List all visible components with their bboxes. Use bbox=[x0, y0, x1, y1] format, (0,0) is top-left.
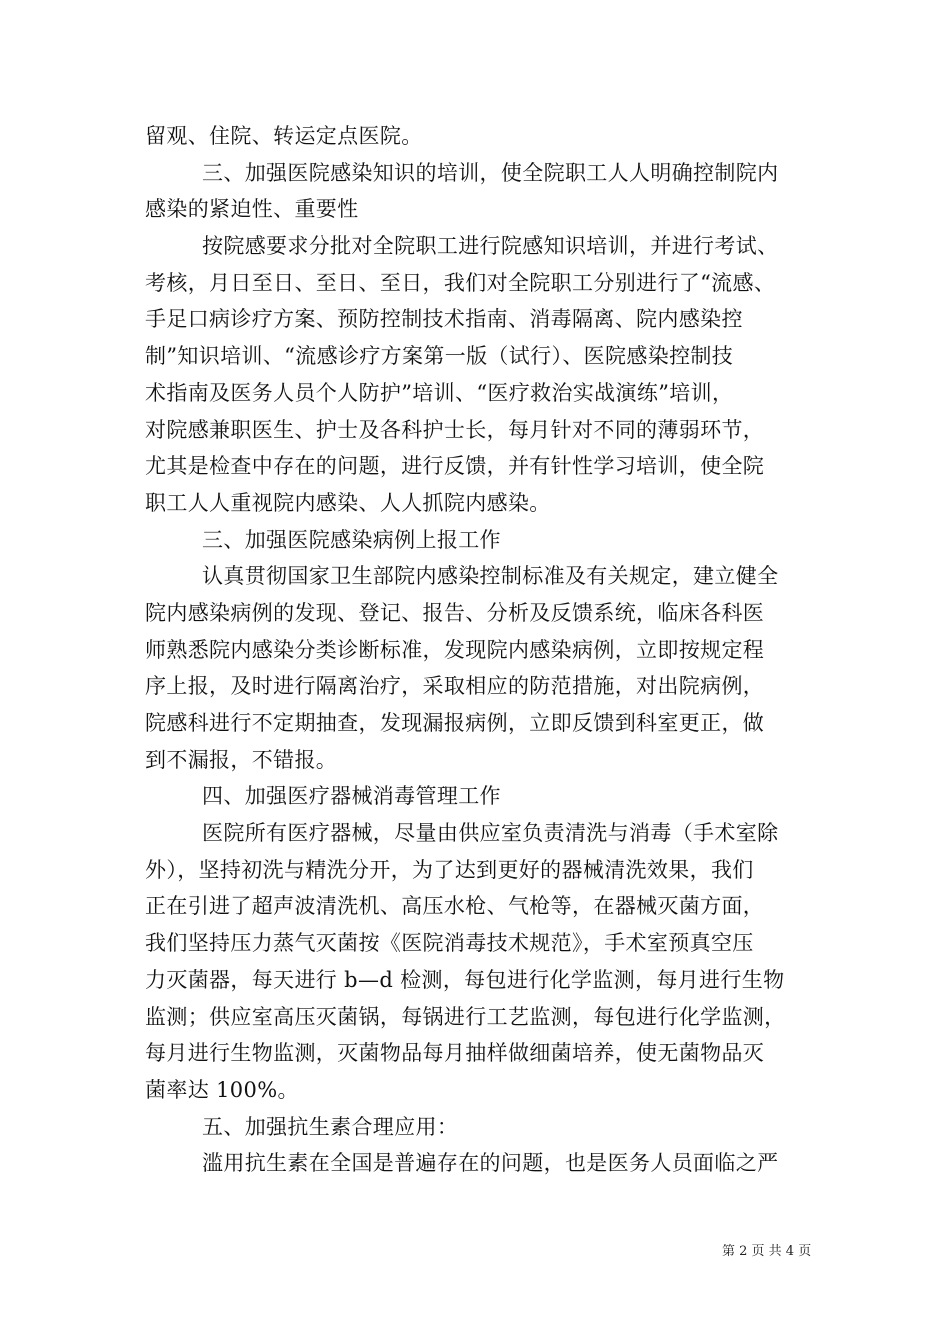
document-body bbox=[145, 118, 825, 1182]
text-line: 五、加强抗生素合理应用： bbox=[202, 1114, 459, 1139]
text-line: 按院感要求分批对全院职工进行院感知识培训，并进行考试、 bbox=[202, 234, 779, 259]
text-line: 菌率达 100%。 bbox=[145, 1077, 299, 1102]
text-line: 感染的紧迫性、重要性 bbox=[145, 197, 359, 222]
text-line: 力灭菌器，每天进行 b—d 检测，每包进行化学监测，每月进行生物 bbox=[145, 967, 785, 992]
text-line: 留观、住院、转运定点医院。 bbox=[145, 124, 423, 148]
text-line: 到不漏报，不错报。 bbox=[145, 747, 338, 772]
text-line: 外），坚持初洗与精洗分开，为了达到更好的器械清洗效果，我们 bbox=[145, 857, 754, 882]
text-line: 院内感染病例的发现、登记、报告、分析及反馈系统，临床各科医 bbox=[145, 600, 765, 625]
text-line: 滥用抗生素在全国是普遍存在的问题，也是医务人员面临之严 bbox=[202, 1151, 779, 1176]
text-line: 对院感兼职医生、护士及各科护士长，每月针对不同的薄弱环节， bbox=[145, 417, 765, 442]
text-line: 制”知识培训、“流感诊疗方案第一版（试行）、医院感染控制技 bbox=[145, 344, 734, 369]
text-line: 院感科进行不定期抽查，发现漏报病例，立即反馈到科室更正，做 bbox=[145, 711, 765, 735]
text-line: 四、加强医疗器械消毒管理工作 bbox=[202, 784, 501, 809]
text-line: 术指南及医务人员个人防护”培训、“医疗救治实战演练”培训， bbox=[145, 380, 734, 405]
text-line: 考核，月日至日、至日、至日，我们对全院职工分别进行了“流感、 bbox=[145, 270, 776, 295]
text-line: 每月进行生物监测，灭菌物品每月抽样做细菌培养，使无菌物品灭 bbox=[145, 1041, 765, 1066]
text-line: 医院所有医疗器械，尽量由供应室负责清洗与消毒（手术室除 bbox=[202, 821, 779, 846]
text-line: 认真贯彻国家卫生部院内感染控制标准及有关规定，建立健全 bbox=[202, 564, 779, 589]
text-line: 序上报，及时进行隔离治疗，采取相应的防范措施，对出院病例， bbox=[145, 674, 765, 699]
text-line: 我们坚持压力蒸气灭菌按《医院消毒技术规范》，手术室预真空压 bbox=[145, 931, 754, 956]
text-line: 三、加强医院感染病例上报工作 bbox=[202, 527, 501, 552]
text-line: 监测；供应室高压灭菌锅，每锅进行工艺监测，每包进行化学监测， bbox=[145, 1004, 786, 1029]
text-line: 尤其是检查中存在的问题，进行反馈，并有针性学习培训，使全院 bbox=[145, 454, 765, 479]
text-line: 职工人人重视院内感染、人人抓院内感染。 bbox=[145, 490, 551, 515]
page-number: 第 2 页 共 4 页 bbox=[722, 1244, 812, 1259]
text-line: 手足口病诊疗方案、预防控制技术指南、消毒隔离、院内感染控 bbox=[145, 307, 743, 332]
text-line: 师熟悉院内感染分类诊断标准，发现院内感染病例，立即按规定程 bbox=[145, 637, 765, 662]
text-line: 三、加强医院感染知识的培训，使全院职工人人明确控制院内 bbox=[202, 160, 779, 185]
text-line: 正在引进了超声波清洗机、高压水枪、气枪等，在器械灭菌方面， bbox=[145, 894, 765, 919]
